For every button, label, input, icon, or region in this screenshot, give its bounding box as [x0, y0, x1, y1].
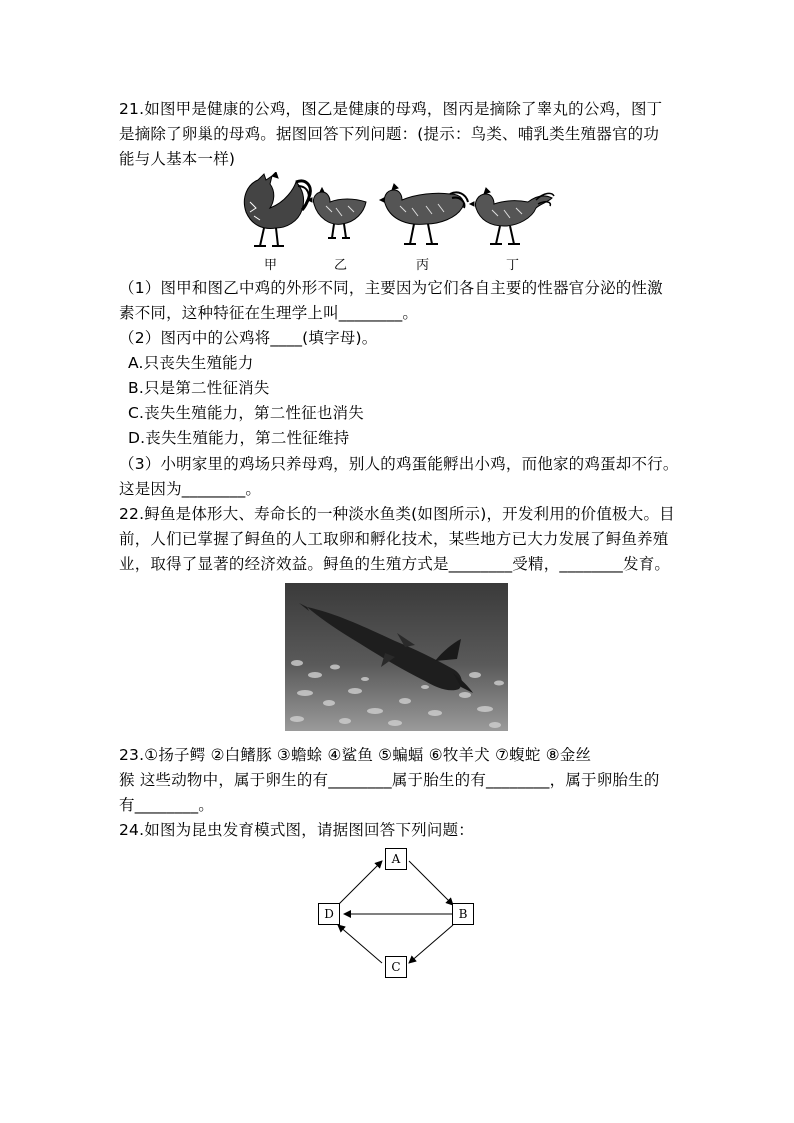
chicken-label-ding: 丁	[506, 258, 520, 273]
stage-box-b: B	[452, 903, 474, 925]
q24-line-1: 24.如图为昆虫发育模式图，请据图回答下列问题：	[119, 821, 474, 839]
q21-part1-line-1: （1）图甲和图乙中鸡的外形不同，主要因为它们各自主要的性器官分泌的性激	[119, 279, 663, 297]
q21-line-3: 能与人基本一样)	[119, 150, 236, 168]
arrow-c-to-d	[338, 925, 382, 963]
q21-option-a: A.只丧失生殖能力	[128, 354, 254, 372]
q23-line-1: 23.①扬子鳄 ②白鳍豚 ③蟾蜍 ④鲨鱼 ⑤蝙蝠 ⑥牧羊犬 ⑦蝮蛇 ⑧金丝	[119, 746, 592, 764]
chicken-label-yi: 乙	[334, 258, 348, 273]
sturgeon-photo	[285, 583, 508, 731]
q22-line-1: 22.鲟鱼是体形大、寿命长的一种淡水鱼类(如图所示)，开发利用的价值极大。目	[119, 505, 675, 523]
q23-line-3: 有________。	[119, 796, 215, 814]
stage-box-d: D	[318, 903, 340, 925]
sturgeon-image	[285, 583, 508, 731]
q21-part1-line-2: 素不同，这种特征在生理学上叫________。	[119, 304, 419, 322]
q21-option-b: B.只是第二性征消失	[128, 379, 270, 397]
q21-line-1: 21.如图甲是健康的公鸡，图乙是健康的母鸡，图丙是摘除了睾丸的公鸡，图丁	[119, 100, 663, 118]
chicken-figure	[236, 172, 556, 272]
insect-development-diagram	[310, 845, 485, 980]
q21-part3-line-1: （3）小明家里的鸡场只养母鸡，别人的鸡蛋能孵出小鸡，而他家的鸡蛋却不行。	[119, 455, 679, 473]
stage-box-a: A	[385, 848, 407, 870]
arrow-a-to-b	[409, 861, 453, 905]
chicken-label-jia: 甲	[264, 258, 278, 273]
arrow-b-to-c	[409, 925, 453, 963]
q21-part2: （2）图丙中的公鸡将____(填字母)。	[119, 329, 378, 347]
hen-illustration	[308, 188, 366, 238]
rooster-illustration	[244, 172, 310, 246]
chicken-label-bing: 丙	[416, 258, 430, 273]
q21-line-2: 是摘除了卵巢的母鸡。据图回答下列问题：(提示：鸟类、哺乳类生殖器官的功	[119, 125, 660, 143]
ovariectomized-hen-illustration	[470, 188, 554, 244]
q22-line-2: 前，人们已掌握了鲟鱼的人工取卵和孵化技术，某些地方已大力发展了鲟鱼养殖	[119, 530, 669, 548]
q21-option-c: C.丧失生殖能力，第二性征也消失	[128, 404, 364, 422]
q21-option-d: D.丧失生殖能力，第二性征维持	[128, 429, 350, 447]
q22-line-3: 业，取得了显著的经济效益。鲟鱼的生殖方式是________受精，________发育。	[119, 555, 671, 573]
q23-line-2: 猴 这些动物中，属于卵生的有________属于胎生的有________，属于卵胎生的	[119, 771, 660, 789]
chicken-illustrations	[236, 172, 556, 250]
castrated-rooster-illustration	[380, 184, 468, 244]
stage-box-c: C	[385, 956, 407, 978]
arrow-d-to-a	[338, 861, 382, 905]
q21-part3-line-2: 这是因为________。	[119, 480, 262, 498]
